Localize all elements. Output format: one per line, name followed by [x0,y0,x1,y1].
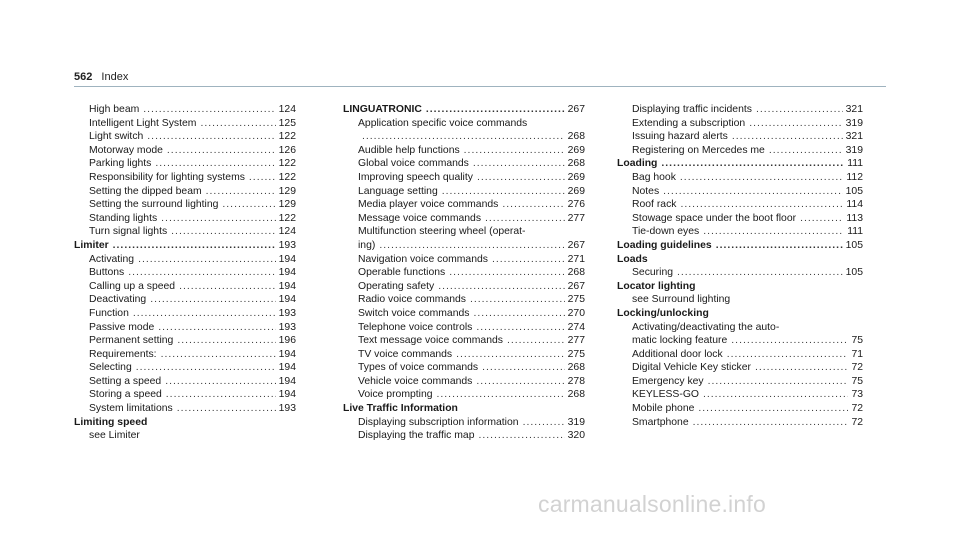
page-reference[interactable]: 125 [278,117,296,129]
index-entry [343,239,585,253]
entry-text: Extending a subscription [632,117,746,129]
page-reference[interactable]: 194 [278,280,296,292]
page-number: 562 [74,71,93,83]
dot-leader [661,157,844,171]
entry-text: Passive mode [89,321,155,333]
dot-leader [138,253,276,267]
entry-text: Issuing hazard alerts [632,131,728,143]
entry-text: Switch voice commands [358,307,470,319]
page-reference[interactable]: 114 [846,199,863,211]
entry-text: Live Traffic Information [343,403,458,415]
entry-text: Limiter [74,239,109,251]
dot-leader [800,212,843,226]
index-entry [343,266,585,280]
dot-leader [177,402,276,416]
entry-text: System limitations [89,403,173,415]
index-entry [74,361,296,375]
dot-leader [476,321,564,335]
entry-text: Displaying the traffic map [358,430,475,442]
page-reference[interactable]: 196 [278,335,296,347]
index-entry [617,185,863,199]
page-reference[interactable]: 122 [278,131,296,143]
dot-leader [703,388,848,402]
page-reference[interactable]: 268 [567,131,585,143]
index-entry-continued: Activating/deactivating the auto- [632,321,780,333]
index-entry [74,130,296,144]
page-reference[interactable]: 194 [278,348,296,360]
index-entry [617,171,863,185]
page-reference[interactable]: 321 [845,131,863,143]
index-entry [74,402,296,416]
index-heading [343,103,585,117]
dot-leader [523,416,565,430]
entry-text: Function [89,307,129,319]
dot-leader [206,185,276,199]
index-entry [74,307,296,321]
dot-leader [731,334,848,348]
index-entry [343,212,585,226]
index-entry [617,402,863,416]
page-reference[interactable]: 194 [278,375,296,387]
dot-leader [113,239,276,253]
entry-text: Permanent setting [89,335,174,347]
index-entry [74,280,296,294]
entry-text: TV voice commands [358,348,453,360]
entry-text: ing) [358,239,376,251]
entry-text: Deactivating [89,294,147,306]
index-entry [343,348,585,362]
entry-text: Parking lights [89,158,152,170]
page-reference[interactable]: 193 [278,239,296,251]
index-entry [617,348,863,362]
dot-leader [677,266,843,280]
entry-text: Turn signal lights [89,226,168,238]
dot-leader [136,361,276,375]
page-reference[interactable]: 269 [567,144,585,156]
entry-text: Loading guidelines [617,239,712,251]
page-reference[interactable]: 267 [567,239,585,251]
entry-text: matic locking feature [632,335,728,347]
dot-leader [437,388,565,402]
dot-leader [470,293,565,307]
dot-leader [732,130,843,144]
entry-text: Media player voice commands [358,199,499,211]
page-reference[interactable]: 122 [278,158,296,170]
page-reference[interactable]: 267 [567,104,585,115]
index-entry [343,307,585,321]
index-entry [74,144,296,158]
dot-leader [485,212,565,226]
dot-leader [663,185,843,199]
index-entry [343,375,585,389]
dot-leader [147,130,275,144]
index-entry [343,361,585,375]
index-entry-continued: see Limiter [89,430,140,442]
dot-leader [167,144,276,158]
dot-leader [749,117,842,131]
page-reference[interactable]: 319 [845,144,863,156]
dot-leader [755,361,848,375]
entry-text: Intelligent Light System [89,117,197,129]
index-heading [343,402,585,416]
page-reference[interactable]: 124 [278,226,296,238]
dot-leader [249,171,276,185]
dot-leader [150,293,275,307]
index-entry [343,185,585,199]
dot-leader [477,171,565,185]
index-column-2 [343,103,585,443]
index-entry [343,280,585,294]
entry-text: Displaying subscription information [358,416,519,428]
entry-text: Mobile phone [632,403,695,415]
entry-text: Operable functions [358,267,446,279]
index-entry [617,117,863,131]
entry-text: Operating safety [358,280,435,292]
index-entry [617,198,863,212]
page-reference[interactable]: 122 [278,212,296,224]
dot-leader [708,375,849,389]
entry-text: Stowage space under the boot floor [632,212,797,224]
entry-text: Locator lighting [617,280,696,292]
entry-text: Motorway mode [89,144,163,156]
page-reference[interactable]: 105 [845,185,863,197]
index-entry [74,103,296,117]
entry-text: Loads [617,253,648,265]
dot-leader [698,402,848,416]
dot-leader [716,239,843,253]
page-reference[interactable]: 75 [851,335,863,347]
entry-text: Types of voice commands [358,362,479,374]
index-entry [617,144,863,158]
entry-text: Digital Vehicle Key sticker [632,362,751,374]
entry-text: High beam [89,104,140,115]
entry-text: Radio voice commands [358,294,466,306]
index-entry [617,334,863,348]
dot-leader [456,348,565,362]
index-entry [343,171,585,185]
index-entry [74,321,296,335]
entry-text: Text message voice commands [358,335,503,347]
dot-leader [449,266,564,280]
page-reference[interactable]: 270 [567,307,585,319]
page-reference[interactable]: 113 [846,212,863,224]
index-entry [74,185,296,199]
dot-leader [769,144,843,158]
page-reference[interactable]: 111 [847,158,863,170]
dot-leader [727,348,849,362]
entry-text: Smartphone [632,416,689,428]
index-heading [74,239,296,253]
dot-leader [200,117,275,131]
index-entry [617,416,863,430]
index-entry [74,198,296,212]
dot-leader [133,307,276,321]
index-entry [74,157,296,171]
index-entry-continued: see Surround lighting [632,294,731,306]
page-reference[interactable]: 268 [567,267,585,279]
entry-text: Tie-down eyes [632,226,700,238]
section-title: Index [101,71,129,83]
page-reference[interactable]: 319 [567,416,585,428]
page-reference[interactable]: 269 [567,185,585,197]
page-reference[interactable]: 321 [845,104,863,115]
entry-text: Displaying traffic incidents [632,104,752,115]
dot-leader [158,321,275,335]
page-reference[interactable]: 111 [847,226,863,238]
dot-leader [161,348,276,362]
index-heading [74,416,296,430]
index-entry-continued: Application specific voice commands [358,117,528,129]
dot-leader [161,212,275,226]
page-reference[interactable]: 112 [846,171,863,183]
index-column-3 [617,103,863,429]
page-reference[interactable]: 320 [567,430,585,442]
dot-leader [703,225,844,239]
page-reference[interactable]: 129 [278,199,296,211]
entry-text: KEYLESS-GO [632,389,699,401]
page-reference[interactable]: 274 [567,321,585,333]
page-reference[interactable]: 193 [278,403,296,415]
entry-text: Audible help functions [358,144,460,156]
page-reference[interactable]: 105 [845,239,863,251]
dot-leader [165,375,275,389]
entry-text: Locking/unlocking [617,307,709,319]
entry-text: Standing lights [89,212,158,224]
page-reference[interactable]: 269 [567,171,585,183]
index-entry [617,225,863,239]
dot-leader [492,253,565,267]
index-heading [617,157,863,171]
page-reference[interactable]: 124 [278,104,296,115]
entry-text: Limiting speed [74,416,148,428]
entry-text: Setting the surround lighting [89,199,219,211]
page-reference[interactable]: 278 [567,375,585,387]
page-reference[interactable]: 275 [567,348,585,360]
page-reference[interactable]: 275 [567,294,585,306]
dot-leader [155,157,275,171]
index-entry [343,253,585,267]
entry-text: LINGUATRONIC [343,104,422,115]
header-divider [74,86,886,87]
entry-text: Loading [617,158,658,170]
dot-leader [379,239,564,253]
dot-leader [693,416,849,430]
entry-text: Vehicle voice commands [358,375,473,387]
index-entry [74,375,296,389]
dot-leader [128,266,275,280]
entry-text: Emergency key [632,375,704,387]
page-reference[interactable]: 276 [567,199,585,211]
index-entry [343,130,585,144]
entry-text: Responsibility for lighting systems [89,171,245,183]
dot-leader [473,307,564,321]
page-reference[interactable]: 277 [567,335,585,347]
index-heading [617,280,863,294]
entry-text: Improving speech quality [358,171,473,183]
dot-leader [502,198,564,212]
index-entry [74,171,296,185]
entry-text: Telephone voice controls [358,321,473,333]
entry-text: Additional door lock [632,348,723,360]
dot-leader [438,280,564,294]
page-reference[interactable]: 268 [567,158,585,170]
page-reference[interactable]: 194 [278,362,296,374]
dot-leader [464,144,565,158]
dot-leader [362,130,565,144]
index-entry [74,225,296,239]
page-reference[interactable]: 268 [567,362,585,374]
index-entry-continued: Multifunction steering wheel (operat- [358,226,526,238]
index-entry [343,144,585,158]
entry-text: Notes [632,185,660,197]
page-reference[interactable]: 72 [851,362,863,374]
page-reference[interactable]: 72 [851,416,863,428]
entry-text: Bag hook [632,171,676,183]
page-reference[interactable]: 71 [851,348,863,360]
page-reference[interactable]: 122 [278,171,296,183]
entry-text: Global voice commands [358,158,469,170]
page-reference[interactable]: 72 [851,403,863,415]
index-entry [343,321,585,335]
index-entry [343,429,585,443]
entry-text: Setting a speed [89,375,162,387]
page-header [74,71,128,84]
dot-leader [680,171,844,185]
dot-leader [482,361,565,375]
index-entry [74,117,296,131]
index-entry [617,361,863,375]
entry-text: Securing [632,267,674,279]
index-entry [343,293,585,307]
page-reference[interactable]: 194 [278,267,296,279]
dot-leader [222,198,275,212]
index-heading [617,307,863,321]
index-entry [617,130,863,144]
entry-text: Navigation voice commands [358,253,488,265]
dot-leader [507,334,565,348]
page-reference[interactable]: 193 [278,321,296,333]
entry-text: Registering on Mercedes me [632,144,765,156]
dot-leader [143,103,275,117]
index-entry [617,212,863,226]
index-entry [617,103,863,117]
entry-text: Light switch [89,131,144,143]
dot-leader [179,280,276,294]
page-reference[interactable]: 105 [845,267,863,279]
page-reference[interactable]: 126 [278,144,296,156]
page-reference[interactable]: 73 [851,389,863,401]
watermark: carmanualsonline.info [538,491,766,517]
index-entry [343,334,585,348]
dot-leader [476,375,564,389]
index-entry [343,416,585,430]
index-entry [617,388,863,402]
page-reference[interactable]: 194 [278,389,296,401]
entry-text: Buttons [89,267,125,279]
entry-text: Setting the dipped beam [89,185,202,197]
index-heading [617,253,863,267]
entry-text: Activating [89,253,135,265]
page-reference[interactable]: 277 [567,212,585,224]
dot-leader [473,157,565,171]
entry-text: Requirements: [89,348,157,360]
dot-leader [426,103,565,117]
entry-text: Message voice commands [358,212,482,224]
index-entry [74,266,296,280]
dot-leader [171,225,275,239]
dot-leader [177,334,275,348]
page-reference[interactable]: 194 [278,294,296,306]
index-entry [74,253,296,267]
dot-leader [166,388,276,402]
index-entry [74,348,296,362]
index-entry [617,266,863,280]
index-entry [74,293,296,307]
entry-text: Roof rack [632,199,677,211]
index-entry [343,157,585,171]
entry-text: Calling up a speed [89,280,176,292]
index-entry [74,212,296,226]
index-entry [74,334,296,348]
dot-leader [756,103,843,117]
entry-text: Selecting [89,362,132,374]
entry-text: Language setting [358,185,438,197]
dot-leader [680,198,843,212]
page-reference[interactable]: 75 [851,375,863,387]
index-column-1 [74,103,296,443]
dot-leader [442,185,565,199]
page-reference[interactable]: 129 [278,185,296,197]
index-entry [343,198,585,212]
entry-text: Storing a speed [89,389,162,401]
page-reference[interactable]: 267 [567,280,585,292]
page-reference[interactable]: 194 [278,253,296,265]
index-entry [74,388,296,402]
index-entry [617,375,863,389]
dot-leader [478,429,564,443]
page-reference[interactable]: 271 [567,253,585,265]
index-entry [343,388,585,402]
page-reference[interactable]: 193 [278,307,296,319]
entry-text: Voice prompting [358,389,433,401]
page-reference[interactable]: 268 [567,389,585,401]
index-heading [617,239,863,253]
page-reference[interactable]: 319 [845,117,863,129]
